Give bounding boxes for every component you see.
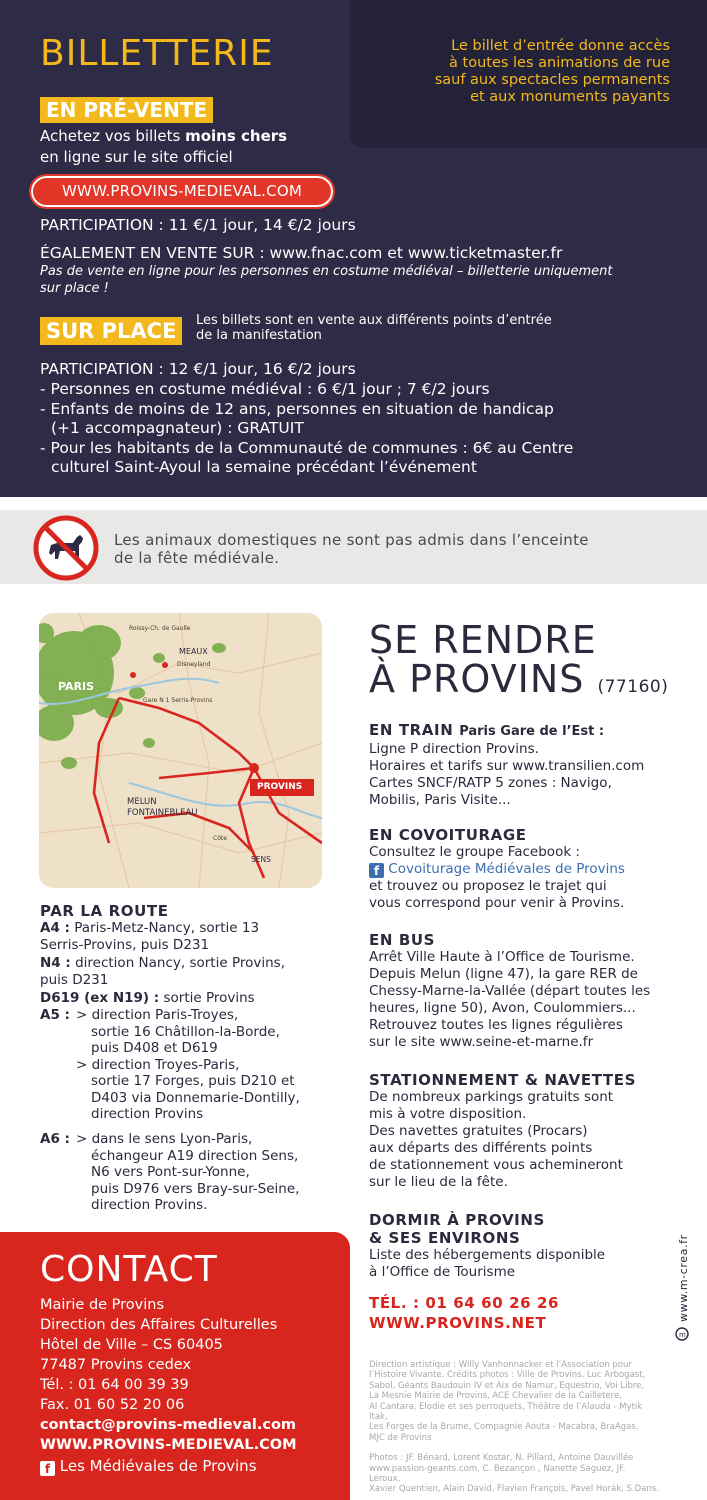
credits-line: La Mesnie Mairie de Provins, ACE Chevalier de la Cailletere,: [369, 1391, 622, 1402]
route-line: D403 via Donnemarie-Dontilly,: [91, 1089, 300, 1106]
surplace-description-line: Les billets sont en vente aux différents points d’entrée: [196, 313, 552, 328]
train-line: Cartes SNCF/RATP 5 zones : Navigo,: [369, 775, 612, 791]
costume-note: [40, 263, 660, 297]
prevente-text-part: Achetez vos billets: [40, 127, 186, 145]
route-line: N6 vers Pont-sur-Yonne,: [91, 1164, 250, 1180]
route-label: A5 :: [40, 1007, 70, 1023]
route-line: puis D976 vers Bray-sur-Seine,: [91, 1180, 300, 1197]
contact-line: 77487 Provins cedex: [40, 1357, 192, 1373]
lodging-line: Liste des hébergements disponible: [369, 1247, 606, 1263]
covoiturage-section: [369, 826, 689, 912]
covoiturage-line: vous correspond pour venir à Provins.: [369, 895, 625, 911]
train-station: Paris Gare de l’Est :: [459, 724, 605, 739]
train-line: Horaires et tarifs sur www.transilien.com: [369, 758, 645, 774]
tourism-website-link[interactable]: WWW.PROVINS.NET: [369, 1314, 547, 1332]
map-label: Gare N 1 Serris-Provins: [143, 697, 213, 704]
bus-line: Chessy-Marne-la-Vallée (départ toutes les: [369, 983, 651, 999]
prevente-text: [40, 127, 287, 145]
facebook-icon: f: [369, 863, 384, 878]
route-text: direction Nancy, sortie Provins,: [70, 955, 285, 971]
covoiturage-line: et trouvez ou proposez le trajet qui: [369, 878, 607, 894]
m-crea-logo-glyph: m: [679, 1331, 686, 1339]
route-line: sortie 16 Châtillon-la-Borde,: [91, 1023, 280, 1040]
billetterie-title: BILLETTERIE: [40, 33, 274, 74]
parking-line: de stationnement vous achemineront: [369, 1157, 623, 1173]
postal-code: (77160): [597, 677, 669, 697]
parking-line: De nombreux parkings gratuits sont: [369, 1089, 614, 1105]
route-label: A4 :: [40, 920, 70, 936]
no-animals-line: de la fête médiévale.: [114, 549, 280, 567]
credits-spacer: [369, 1443, 659, 1453]
map-label: FONTAINEBLEAU: [127, 808, 198, 818]
train-heading: [369, 721, 689, 741]
route-line: sortie 17 Forges, puis D210 et: [91, 1073, 295, 1089]
facebook-icon: f: [40, 1461, 55, 1476]
facebook-page-name: Les Médiévales de Provins: [59, 1457, 257, 1475]
route-line: direction Provins: [91, 1106, 204, 1122]
contact-fax: Fax. 01 60 52 20 06: [40, 1397, 185, 1413]
train-line: Ligne P direction Provins.: [369, 741, 539, 757]
parking-line: Des navettes gratuites (Procars): [369, 1123, 588, 1139]
map-label: Disneyland: [177, 661, 211, 668]
onsite-price: PARTICIPATION : 12 €/1 jour, 16 €/2 jours: [40, 360, 356, 378]
facebook-group-name: Covoiturage Médiévales de Provins: [388, 861, 625, 877]
prevente-badge: EN PRÉ-VENTE: [40, 97, 213, 123]
lodging-section: [369, 1211, 689, 1281]
route-text: sortie Provins: [159, 990, 255, 1006]
route-line: > direction Paris-Troyes,: [76, 1007, 239, 1023]
prevente-text-bold: moins chers: [185, 127, 288, 145]
route-a6-label: [40, 1131, 70, 1148]
bus-heading: EN BUS: [369, 931, 436, 949]
covoiturage-heading: EN COVOITURAGE: [369, 826, 527, 844]
bus-line: Retrouvez toutes les lignes régulières: [369, 1017, 623, 1033]
parking-line: aux départs des différents points: [369, 1140, 593, 1156]
m-crea-credit: [670, 1204, 694, 1344]
contact-website-link[interactable]: WWW.PROVINS-MEDIEVAL.COM: [40, 1437, 297, 1453]
route-title: PAR LA ROUTE: [40, 902, 169, 920]
route-label: D619 (ex N19) :: [40, 990, 160, 1006]
entry-note: [380, 38, 670, 106]
bus-line: heures, ligne 50), Avon, Coulommiers...: [369, 1000, 636, 1016]
route-line: échangeur A19 direction Sens,: [91, 1147, 299, 1164]
entry-note-line: et aux monuments payants: [470, 89, 670, 105]
route-label: N4 :: [40, 955, 71, 971]
credits-line: l’Histoire Vivante. Crédits photos : Ville de Provins, Luc Arbogast,: [369, 1370, 646, 1381]
parking-section: [369, 1071, 689, 1191]
rendre-title: SE RENDRE: [369, 618, 597, 662]
no-animals-text: [114, 531, 674, 567]
contact-phone: Tél. : 01 64 00 39 39: [40, 1377, 189, 1393]
credits-line: MJC de Provins: [369, 1432, 432, 1443]
route-a6-lines: [76, 1131, 299, 1214]
lodging-heading-line2: & SES ENVIRONS: [369, 1229, 521, 1247]
costume-note-line: sur place !: [40, 281, 109, 296]
covoiturage-line: Consultez le groupe Facebook :: [369, 844, 580, 860]
facebook-group-link[interactable]: [369, 861, 689, 878]
entry-note-line: sauf aux spectacles permanents: [434, 72, 670, 88]
route-line: > dans le sens Lyon-Paris,: [76, 1131, 253, 1147]
route-a5-label: [40, 1007, 70, 1024]
route-n4: [40, 955, 285, 972]
route-a4: [40, 920, 259, 937]
bus-line: Depuis Melun (ligne 47), la gare RER de: [369, 966, 638, 982]
access-map: [39, 613, 322, 888]
surplace-badge: SUR PLACE: [40, 317, 182, 345]
online-price: PARTICIPATION : 11 €/1 jour, 14 €/2 jours: [40, 216, 356, 234]
map-label: MELUN: [127, 797, 157, 807]
credits-line: Photos : JF. Bénard, Lorent Kostar, N. Pillard, Antoine Dauvillée: [369, 1453, 634, 1464]
credits-line: www.passion-geants.com, C. Bezançon , Nanette Saguez, JF. Leroux,: [369, 1463, 626, 1485]
parking-line: mis à votre disposition.: [369, 1106, 527, 1122]
tourism-phone: TÉL. : 01 64 60 26 26: [369, 1294, 560, 1312]
parking-heading: STATIONNEMENT & NAVETTES: [369, 1071, 636, 1089]
credits: [369, 1360, 659, 1495]
train-line: Mobilis, Paris Visite...: [369, 792, 511, 808]
lodging-line: à l’Office de Tourisme: [369, 1264, 516, 1280]
surplace-description: [196, 313, 616, 343]
route-a4-line2: Serris-Provins, puis D231: [40, 937, 210, 953]
credits-line: Direction artistique : Willy Vanhonnacker et l’Association pour: [369, 1360, 632, 1370]
rendre-title-line2: [369, 657, 669, 706]
costume-note-line: Pas de vente en ligne pour les personnes en costume médiéval – billetterie uniquement: [40, 264, 613, 279]
list-item: - Enfants de moins de 12 ans, personnes en situation de handicap: [40, 399, 554, 418]
list-item: (+1 accompagnateur) : GRATUIT: [51, 419, 304, 437]
route-label: A6 :: [40, 1131, 70, 1147]
rendre-title-text: À PROVINS: [369, 657, 585, 701]
official-website-link[interactable]: WWW.PROVINS-MEDIEVAL.COM: [31, 176, 333, 207]
surplace-description-line: de la manifestation: [196, 328, 322, 343]
route-d619: [40, 990, 255, 1007]
contact-line: Direction des Affaires Culturelles: [40, 1317, 278, 1333]
contact-line: Hôtel de Ville – CS 60405: [40, 1337, 223, 1353]
list-item: - Pour les habitants de la Communauté de communes : 6€ au Centre: [40, 438, 574, 457]
prevente-text-line2: en ligne sur le site officiel: [40, 148, 233, 166]
bus-line: sur le site www.seine-et-marne.fr: [369, 1034, 594, 1050]
credits-line: Sabol, Géants Baudouin IV et Aix de Namur, Equestrio, Voi Libre,: [369, 1380, 645, 1391]
lodging-heading: DORMIR À PROVINS: [369, 1211, 545, 1229]
credits-line: Les Forges de la Brume, Compagnie Aouta - Macabra, BraAgas,: [369, 1422, 639, 1433]
route-text: Paris-Metz-Nancy, sortie 13: [69, 920, 260, 936]
contact-email-link[interactable]: contact@provins-medieval.com: [40, 1417, 297, 1433]
m-crea-text: www.m-crea.fr: [677, 1234, 690, 1322]
bus-line: Arrêt Ville Haute à l’Office de Tourisme.: [369, 949, 635, 965]
no-animals-line: Les animaux domestiques ne sont pas admis dans l’enceinte: [114, 531, 589, 549]
credits-line: Al Cantara, Elodie et ses perroquets, Théâtre de l’Alauda - Mytik Itak,: [369, 1401, 643, 1423]
route-line: puis D408 et D619: [91, 1040, 218, 1056]
route-line: > direction Troyes-Paris,: [76, 1056, 240, 1073]
parking-line: sur le lieu de la fête.: [369, 1174, 508, 1190]
onsite-price-list: [40, 380, 660, 478]
map-label: MEAUX: [179, 647, 208, 656]
route-line: direction Provins.: [91, 1197, 208, 1213]
map-label: PARIS: [58, 680, 95, 693]
contact-line: Mairie de Provins: [40, 1297, 165, 1313]
contact-title: CONTACT: [40, 1249, 218, 1290]
credits-line: Xavier Quentien, Alain David, Flavien François, Pavel Horák, S.Dans.: [369, 1484, 659, 1495]
route-a5-lines: [76, 1007, 300, 1123]
bus-section: [369, 931, 689, 1051]
list-item: culturel Saint-Ayoul la semaine précédant l’événement: [51, 458, 477, 476]
train-section: [369, 721, 689, 809]
also-sold-on: ÉGALEMENT EN VENTE SUR : www.fnac.com et www.ticketmaster.fr: [40, 244, 563, 262]
route-n4-line2: puis D231: [40, 972, 109, 988]
train-heading-text: EN TRAIN: [369, 721, 454, 739]
list-item: - Personnes en costume médiéval : 6 €/1 jour ; 7 €/2 jours: [40, 380, 490, 398]
no-dogs-icon: [33, 515, 99, 581]
contact-facebook-link[interactable]: [40, 1457, 257, 1476]
map-label: Côte: [213, 835, 227, 842]
entry-note-line: Le billet d’entrée donne accès: [451, 38, 670, 54]
map-label: Roissy-Ch. de Gaulle: [129, 625, 191, 632]
map-label: SENS: [251, 855, 271, 864]
entry-note-line: à toutes les animations de rue: [449, 55, 670, 71]
map-label-provins: PROVINS: [257, 782, 303, 792]
